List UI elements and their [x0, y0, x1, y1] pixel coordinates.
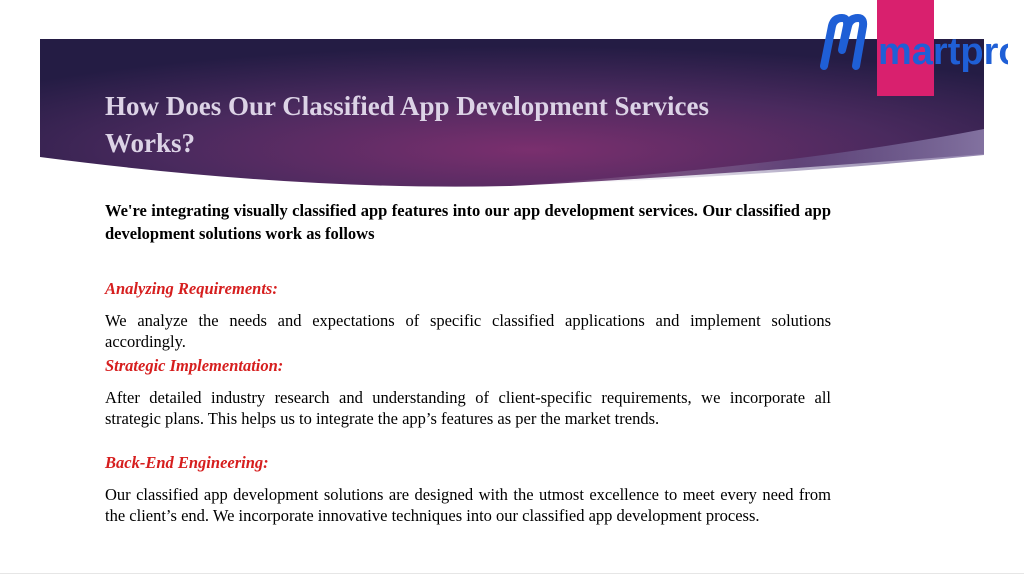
divider	[0, 573, 1024, 574]
section-heading-strategic: Strategic Implementation:	[105, 356, 284, 375]
section-heading-analyzing: Analyzing Requirements:	[105, 279, 278, 298]
section-heading-backend: Back-End Engineering:	[105, 453, 269, 472]
section-text-analyzing: We analyze the needs and expectations of specific classified applications and implement solutions accordingly.	[105, 311, 831, 351]
section-text-backend: Our classified app development solutions are designed with the utmost excellence to meet every need from the client’s end. We incorporate innovative techniques into our classified app development process.	[105, 485, 831, 525]
martpro-logo	[818, 8, 1008, 78]
page-title: How Does Our Classified App Development Services Works?	[105, 91, 709, 158]
intro-text: We're integrating visually classified app features into our app development services. Our classified app development solutions work as follows	[105, 201, 831, 243]
section-text-strategic: After detailed industry research and understanding of client-specific requirements, we incorporate all strategic plans. This helps us to integrate the app’s features as per the market trends.	[105, 388, 831, 428]
logo-wordmark: martpro	[878, 31, 1008, 73]
